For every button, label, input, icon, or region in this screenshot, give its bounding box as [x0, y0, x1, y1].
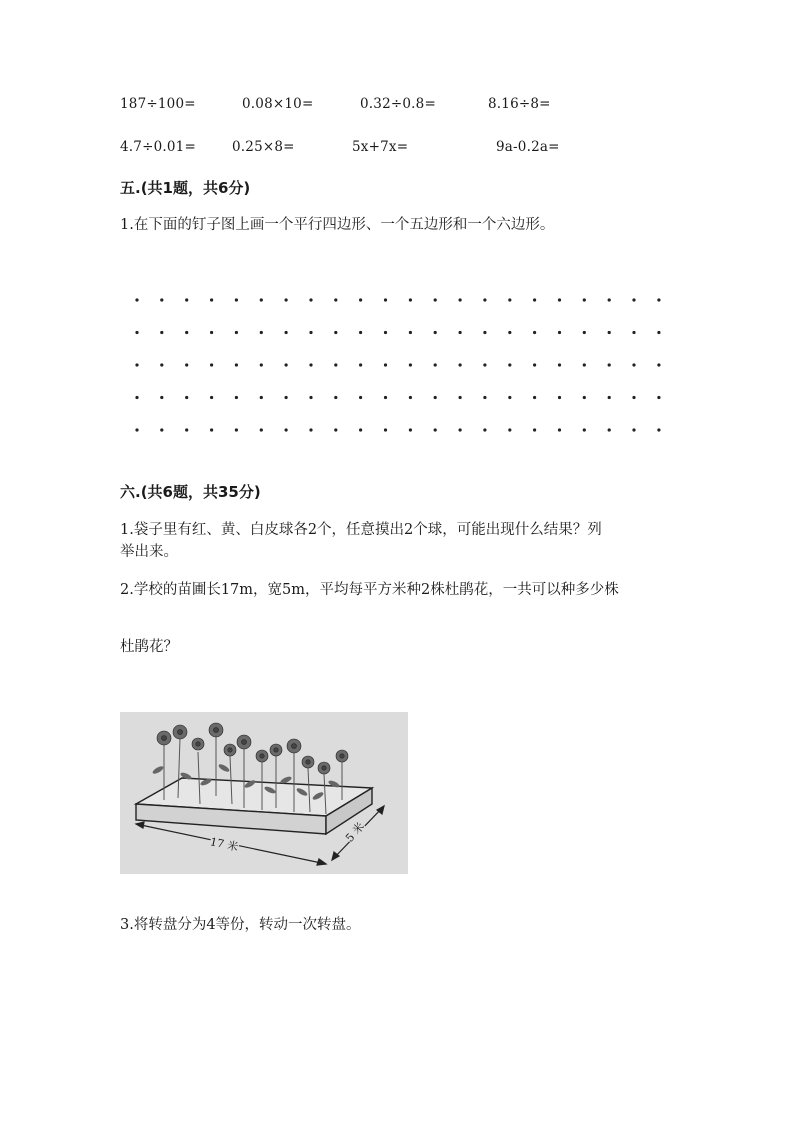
- nail-dot[interactable]: [135, 298, 138, 301]
- section-6-question-1-line1: 1.袋子里有红、黄、白皮球各2个，任意摸出2个球，可能出现什么结果？列: [120, 522, 602, 538]
- nail-dot[interactable]: [583, 363, 586, 366]
- nail-dot[interactable]: [608, 331, 611, 334]
- nail-dot[interactable]: [533, 298, 536, 301]
- nail-dot[interactable]: [285, 396, 288, 399]
- nail-dot[interactable]: [185, 331, 188, 334]
- nail-dot[interactable]: [285, 298, 288, 301]
- nail-dot[interactable]: [459, 331, 462, 334]
- flower-bed-drawing: [120, 712, 408, 874]
- nail-dot[interactable]: [359, 428, 362, 431]
- nail-dot[interactable]: [210, 428, 213, 431]
- nail-dot[interactable]: [334, 331, 337, 334]
- nail-dot[interactable]: [309, 428, 312, 431]
- nail-dot[interactable]: [459, 363, 462, 366]
- nail-dot[interactable]: [608, 363, 611, 366]
- nail-dot[interactable]: [210, 298, 213, 301]
- nail-dot[interactable]: [260, 363, 263, 366]
- nail-dot[interactable]: [160, 428, 163, 431]
- nail-dot[interactable]: [632, 396, 635, 399]
- nail-dot[interactable]: [508, 396, 511, 399]
- nail-dot[interactable]: [558, 331, 561, 334]
- nail-dot[interactable]: [483, 298, 486, 301]
- nail-dot[interactable]: [558, 428, 561, 431]
- nail-dot[interactable]: [384, 298, 387, 301]
- calc-4: 8.16÷8=: [488, 96, 551, 112]
- calc-7: 5x+7x=: [352, 139, 409, 155]
- nail-dot[interactable]: [334, 428, 337, 431]
- nail-dot[interactable]: [235, 396, 238, 399]
- nail-dot[interactable]: [160, 298, 163, 301]
- nail-dot[interactable]: [533, 363, 536, 366]
- nail-dot[interactable]: [185, 363, 188, 366]
- nail-dot[interactable]: [210, 396, 213, 399]
- nail-dot[interactable]: [160, 396, 163, 399]
- section-6-question-2-line2: 杜鹃花？: [120, 639, 178, 655]
- nail-dot[interactable]: [434, 331, 437, 334]
- nail-dot[interactable]: [384, 363, 387, 366]
- nail-dot[interactable]: [185, 428, 188, 431]
- nail-dot[interactable]: [533, 396, 536, 399]
- nail-dot[interactable]: [409, 363, 412, 366]
- nail-dot[interactable]: [434, 363, 437, 366]
- nail-dot[interactable]: [409, 298, 412, 301]
- nail-dot[interactable]: [434, 396, 437, 399]
- nail-dot[interactable]: [210, 331, 213, 334]
- nail-dot[interactable]: [135, 396, 138, 399]
- nail-dot[interactable]: [558, 298, 561, 301]
- nail-dot[interactable]: [583, 428, 586, 431]
- nail-dot[interactable]: [608, 298, 611, 301]
- nail-dot[interactable]: [334, 363, 337, 366]
- nail-dot[interactable]: [583, 298, 586, 301]
- nail-dot[interactable]: [260, 298, 263, 301]
- section-6-question-2-line1: 2.学校的苗圃长17m，宽5m，平均每平方米种2株杜鹃花，一共可以种多少株: [120, 582, 619, 598]
- nail-dot[interactable]: [657, 331, 660, 334]
- nail-dot[interactable]: [235, 363, 238, 366]
- nail-dot[interactable]: [483, 363, 486, 366]
- nail-dot[interactable]: [657, 298, 660, 301]
- nail-dot[interactable]: [260, 396, 263, 399]
- length-arrow-left: [136, 822, 144, 828]
- nail-dot[interactable]: [285, 363, 288, 366]
- nail-dot[interactable]: [459, 396, 462, 399]
- flower-bed-figure: [120, 712, 408, 874]
- section-6-question-1-line2: 举出来。: [120, 544, 178, 560]
- flowers: [157, 723, 348, 774]
- nail-dot[interactable]: [483, 331, 486, 334]
- nail-dot[interactable]: [409, 428, 412, 431]
- nail-dot[interactable]: [359, 331, 362, 334]
- nail-dot[interactable]: [309, 298, 312, 301]
- calc-8: 9a-0.2a=: [496, 139, 560, 155]
- nail-dot[interactable]: [135, 363, 138, 366]
- nail-dot[interactable]: [359, 396, 362, 399]
- nail-dot[interactable]: [384, 331, 387, 334]
- section-6-heading: 六.(共6题，共35分): [120, 483, 261, 501]
- nail-dot[interactable]: [409, 396, 412, 399]
- nail-dot[interactable]: [558, 363, 561, 366]
- nail-dot[interactable]: [260, 331, 263, 334]
- nail-dot[interactable]: [210, 363, 213, 366]
- nail-dot[interactable]: [608, 428, 611, 431]
- nail-dot[interactable]: [608, 396, 611, 399]
- nail-dot[interactable]: [508, 428, 511, 431]
- nail-dot[interactable]: [309, 396, 312, 399]
- width-label: 5 米: [343, 819, 368, 845]
- length-label: 17 米: [208, 835, 240, 854]
- calc-3: 0.32÷0.8=: [360, 96, 436, 112]
- nail-dot[interactable]: [657, 428, 660, 431]
- nail-dot[interactable]: [334, 396, 337, 399]
- calc-1: 187÷100=: [120, 96, 196, 112]
- nail-dot[interactable]: [285, 331, 288, 334]
- nail-dot[interactable]: [160, 331, 163, 334]
- nail-dot[interactable]: [235, 428, 238, 431]
- nail-dot[interactable]: [657, 396, 660, 399]
- nail-dot[interactable]: [483, 396, 486, 399]
- nail-dot[interactable]: [632, 428, 635, 431]
- nail-dot[interactable]: [434, 298, 437, 301]
- calc-5: 4.7÷0.01=: [120, 139, 196, 155]
- nail-dot[interactable]: [632, 331, 635, 334]
- nail-dot[interactable]: [583, 331, 586, 334]
- nail-dot[interactable]: [632, 363, 635, 366]
- nail-dot[interactable]: [359, 363, 362, 366]
- nail-dot[interactable]: [409, 331, 412, 334]
- nail-dot[interactable]: [235, 331, 238, 334]
- section-5-question-1: 1.在下面的钉子图上画一个平行四边形、一个五边形和一个六边形。: [120, 217, 555, 233]
- nail-dot[interactable]: [508, 363, 511, 366]
- nail-dot[interactable]: [160, 363, 163, 366]
- nail-dot[interactable]: [558, 396, 561, 399]
- length-arrow-right: [317, 859, 326, 865]
- section-6-question-3: 3.将转盘分为4等份，转动一次转盘。: [120, 917, 361, 933]
- nail-dot[interactable]: [459, 428, 462, 431]
- calc-6: 0.25×8=: [232, 139, 295, 155]
- nail-dot[interactable]: [533, 331, 536, 334]
- nail-dot[interactable]: [185, 396, 188, 399]
- nail-dot[interactable]: [309, 363, 312, 366]
- nail-dot[interactable]: [260, 428, 263, 431]
- nail-dot[interactable]: [334, 298, 337, 301]
- nail-dot[interactable]: [632, 298, 635, 301]
- nail-dot[interactable]: [508, 331, 511, 334]
- nail-dot[interactable]: [583, 396, 586, 399]
- nail-dot[interactable]: [384, 428, 387, 431]
- section-5-heading: 五.(共1题，共6分): [120, 179, 251, 197]
- nail-dot[interactable]: [285, 428, 288, 431]
- nail-dot[interactable]: [533, 428, 536, 431]
- nail-dot[interactable]: [384, 396, 387, 399]
- nail-dot[interactable]: [135, 428, 138, 431]
- nail-dot[interactable]: [483, 428, 486, 431]
- nail-dot[interactable]: [657, 363, 660, 366]
- calc-2: 0.08×10=: [242, 96, 314, 112]
- nail-dot[interactable]: [359, 298, 362, 301]
- nail-dot[interactable]: [434, 428, 437, 431]
- nail-dot[interactable]: [508, 298, 511, 301]
- nail-dot[interactable]: [135, 331, 138, 334]
- nail-dot[interactable]: [235, 298, 238, 301]
- nail-dot[interactable]: [459, 298, 462, 301]
- nail-dot[interactable]: [185, 298, 188, 301]
- nail-dot[interactable]: [309, 331, 312, 334]
